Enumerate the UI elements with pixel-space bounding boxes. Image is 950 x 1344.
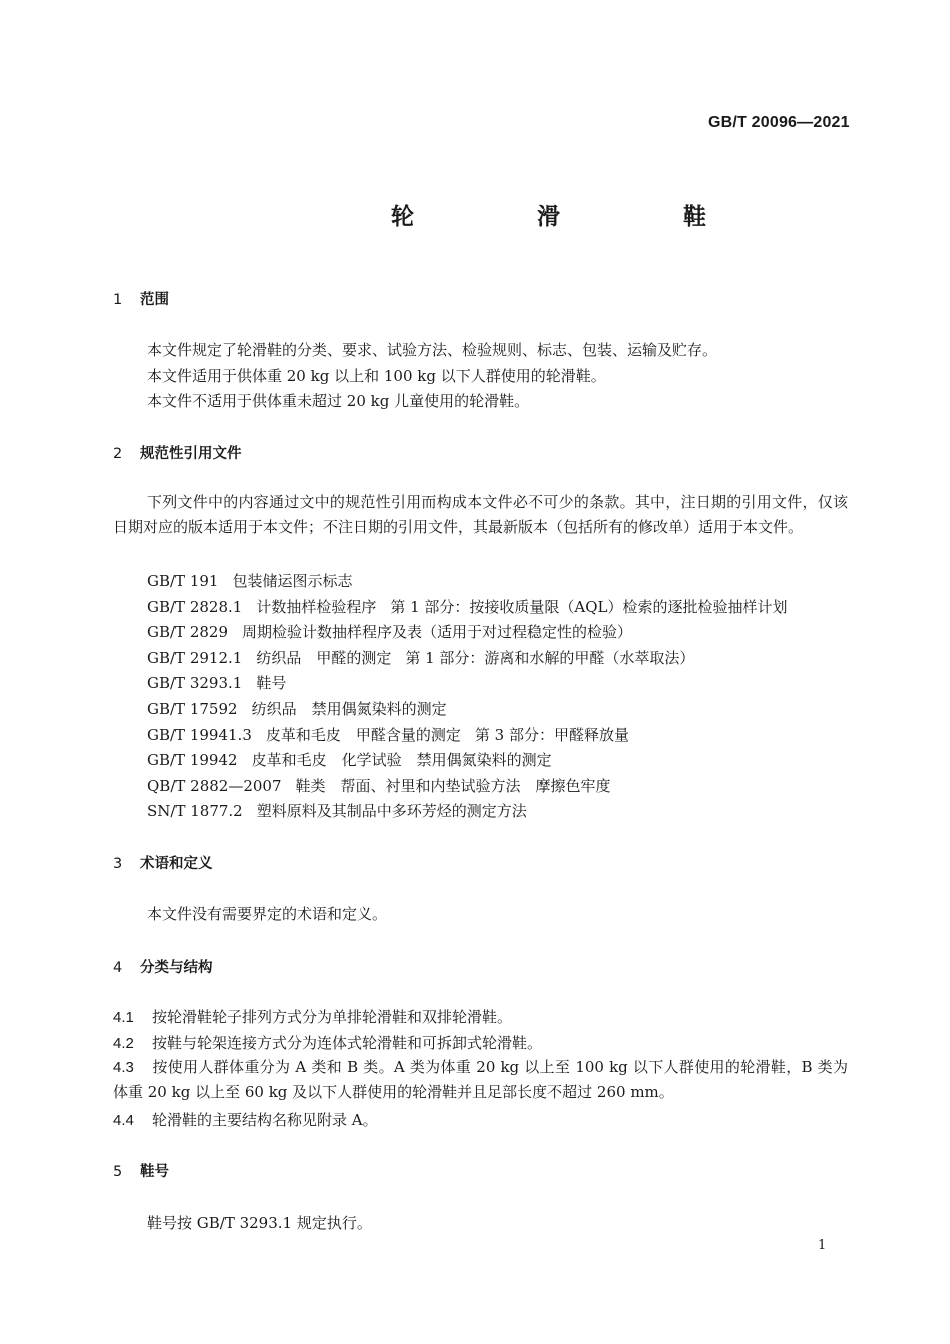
section-number: 5 — [113, 1164, 123, 1180]
reference-title: 包装储运图示标志 — [232, 572, 353, 590]
section-4-heading — [113, 956, 213, 977]
section-5-heading — [113, 1160, 169, 1181]
reference-code: GB/T 19942 — [147, 751, 238, 769]
clause-text: 按使用人群体重分为 A 类和 B 类。A 类为体重 20 kg 以上至 100 kg 以下人群使用的轮滑鞋，B 类为体重 20 kg 以上至 60 kg 及以下人群使用的轮滑鞋并且足部长度不超过 260 mm。 — [113, 1058, 848, 1101]
standard-number: GB/T 20096—2021 — [708, 114, 850, 131]
reference-item — [147, 621, 632, 642]
clause-text: 轮滑鞋的主要结构名称见附录 A。 — [152, 1111, 378, 1129]
section-2-heading — [113, 442, 242, 463]
section-title: 规范性引用文件 — [140, 446, 242, 462]
section-number: 4 — [113, 960, 123, 976]
reference-item — [147, 775, 611, 796]
reference-title: 周期检验计数抽样程序及表（适用于对过程稳定性的检验） — [242, 623, 633, 641]
clause-text: 按轮滑鞋轮子排列方式分为单排轮滑鞋和双排轮滑鞋。 — [152, 1008, 513, 1026]
clause — [113, 1032, 542, 1053]
clause-number: 4.1 — [113, 1009, 134, 1026]
section-number: 3 — [113, 856, 123, 872]
reference-title: 塑料原料及其制品中多环芳烃的测定方法 — [256, 802, 527, 820]
section-1-heading — [113, 288, 169, 309]
reference-item — [147, 698, 447, 719]
page-number: 1 — [818, 1238, 827, 1253]
reference-title: 纺织品 禁用偶氮染料的测定 — [251, 700, 447, 718]
section-title: 分类与结构 — [140, 960, 213, 976]
section-title: 术语和定义 — [140, 856, 213, 872]
reference-code: GB/T 2912.1 — [147, 649, 243, 667]
reference-item — [147, 647, 694, 668]
section-3-heading — [113, 852, 213, 873]
section-number: 1 — [113, 292, 123, 308]
clause-number: 4.2 — [113, 1035, 134, 1052]
reference-code: GB/T 191 — [147, 572, 219, 590]
reference-code: GB/T 17592 — [147, 700, 238, 718]
clause-paragraph — [113, 1055, 848, 1105]
reference-title: 鞋号 — [256, 674, 287, 692]
reference-item — [147, 749, 552, 770]
paragraph: 本文件不适用于供体重未超过 20 kg 儿童使用的轮滑鞋。 — [147, 392, 530, 410]
reference-part: 第 1 部分：按接收质量限（AQL）检索的逐批检验抽样计划 — [390, 598, 788, 616]
reference-title: 鞋类 帮面、衬里和内垫试验方法 摩擦色牢度 — [295, 777, 611, 795]
reference-title: 纺织品 甲醛的测定 — [256, 649, 392, 667]
reference-part: 第 1 部分：游离和水解的甲醛（水萃取法） — [405, 649, 695, 667]
clause-number: 4.4 — [113, 1112, 134, 1129]
references-intro — [113, 490, 848, 540]
reference-code: QB/T 2882—2007 — [147, 777, 282, 795]
paragraph: 本文件规定了轮滑鞋的分类、要求、试验方法、检验规则、标志、包装、运输及贮存。 — [147, 341, 718, 359]
paragraph: 本文件适用于供体重 20 kg 以上和 100 kg 以下人群使用的轮滑鞋。 — [147, 367, 606, 385]
section-number: 2 — [113, 446, 123, 462]
reference-item — [147, 596, 788, 617]
reference-item — [147, 724, 629, 745]
reference-code: GB/T 2829 — [147, 623, 229, 641]
document-title: 轮 滑 鞋 — [391, 204, 756, 230]
clause — [113, 1006, 512, 1027]
paragraph: 鞋号按 GB/T 3293.1 规定执行。 — [147, 1214, 372, 1232]
clause-number: 4.3 — [113, 1059, 134, 1076]
section-title: 鞋号 — [140, 1164, 169, 1180]
reference-title: 计数抽样检验程序 — [256, 598, 377, 616]
clause — [113, 1109, 378, 1130]
reference-code: SN/T 1877.2 — [147, 802, 243, 820]
clause-text: 按鞋与轮架连接方式分为连体式轮滑鞋和可拆卸式轮滑鞋。 — [152, 1034, 543, 1052]
reference-item — [147, 800, 527, 821]
reference-code: GB/T 3293.1 — [147, 674, 243, 692]
clause — [113, 1055, 848, 1105]
reference-code: GB/T 2828.1 — [147, 598, 243, 616]
reference-title: 皮革和毛皮 甲醛含量的测定 — [265, 726, 461, 744]
section-title: 范围 — [140, 292, 169, 308]
paragraph: 本文件没有需要界定的术语和定义。 — [147, 905, 388, 923]
reference-part: 第 3 部分：甲醛释放量 — [474, 726, 629, 744]
reference-title: 皮革和毛皮 化学试验 禁用偶氮染料的测定 — [251, 751, 552, 769]
reference-item — [147, 672, 286, 693]
reference-item — [147, 570, 352, 591]
intro-text: 下列文件中的内容通过文中的规范性引用而构成本文件必不可少的条款。其中，注日期的引用文件，仅该日期对应的版本适用于本文件；不注日期的引用文件，其最新版本（包括所有的修改单）适用于本文件。 — [113, 493, 848, 536]
reference-code: GB/T 19941.3 — [147, 726, 252, 744]
